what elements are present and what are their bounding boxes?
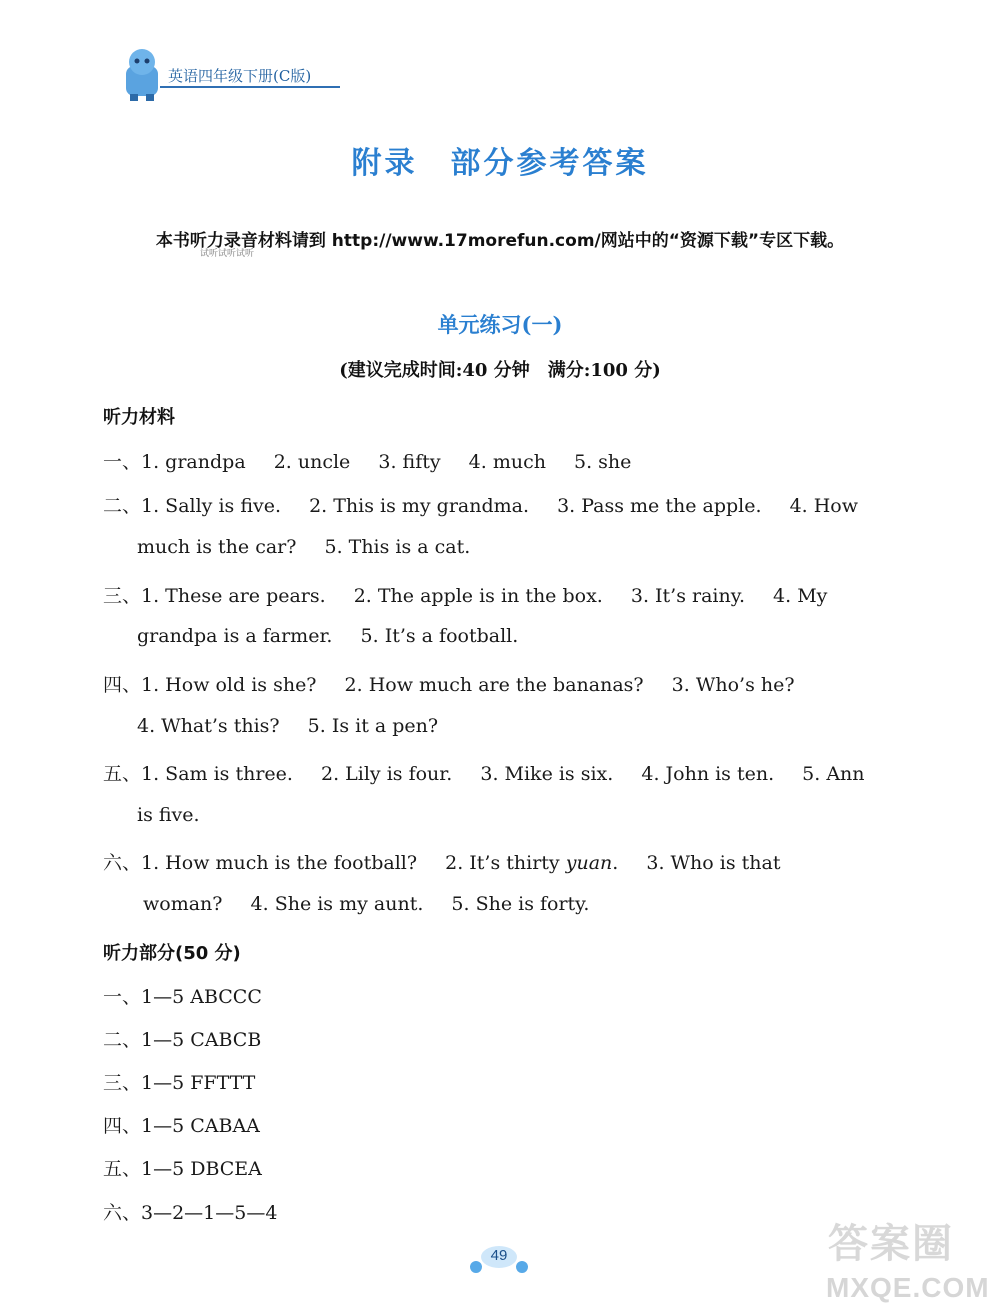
answer-line: 五、1—5 DBCEA bbox=[103, 1158, 262, 1180]
list-item: 5. she bbox=[574, 451, 632, 473]
listening-material-heading: 听力材料 bbox=[103, 407, 175, 428]
download-note: 本书听力录音材料请到 http://www.17morefun.com/网站中的“资源下载”专区下载。 bbox=[155, 231, 845, 251]
currency-word: yuan bbox=[565, 852, 613, 874]
page-number: 49 bbox=[490, 1247, 508, 1264]
listening-line bbox=[137, 804, 937, 826]
list-item: 3. It’s rainy. bbox=[630, 585, 745, 607]
answer-line: 二、1—5 CABCB bbox=[103, 1029, 262, 1051]
stamp-text: 试听试听试听 bbox=[200, 249, 255, 259]
list-item: woman? bbox=[143, 893, 223, 915]
listening-line bbox=[103, 670, 903, 697]
answer-line: 三、1—5 FFTTT bbox=[103, 1072, 256, 1094]
listening-line bbox=[103, 447, 903, 474]
list-item: 3. Mike is six. bbox=[480, 763, 614, 785]
punctuation: . bbox=[612, 852, 619, 874]
list-item: 3. Who’s he? bbox=[671, 674, 795, 696]
list-item: much is the car? bbox=[137, 536, 297, 558]
list-item: 3. Pass me the apple. bbox=[557, 495, 762, 517]
listening-line bbox=[103, 581, 903, 608]
watermark-top-text: 答案圈 bbox=[828, 1221, 954, 1267]
list-item: 1. Sam is three. bbox=[141, 763, 293, 785]
section-number: 二、 bbox=[103, 495, 142, 517]
list-item: grandpa is a farmer. bbox=[137, 625, 333, 647]
list-item: 5. This is a cat. bbox=[324, 536, 471, 558]
list-item: 2. How much are the bananas? bbox=[344, 674, 644, 696]
list-item: 5. Is it a pen? bbox=[307, 715, 439, 737]
list-item: 1. grandpa bbox=[141, 451, 246, 473]
list-item: 1. Sally is five. bbox=[141, 495, 282, 517]
list-item: 5. Ann bbox=[802, 763, 865, 785]
list-item: 1. These are pears. bbox=[141, 585, 326, 607]
cartoon-figure-icon bbox=[120, 46, 164, 102]
listening-line bbox=[137, 625, 937, 647]
section-number: 四、 bbox=[103, 674, 142, 696]
appendix-title: 附录 部分参考答案 bbox=[351, 146, 649, 181]
unit-title: 单元练习(一) bbox=[437, 312, 563, 337]
list-item: 4. She is my aunt. bbox=[250, 893, 424, 915]
listening-line bbox=[143, 893, 943, 915]
section-number: 五、 bbox=[103, 763, 142, 785]
page-number-badge bbox=[468, 1245, 530, 1275]
list-item: 2. uncle bbox=[273, 451, 351, 473]
site-watermark bbox=[820, 1212, 990, 1312]
list-item: 3. fifty bbox=[378, 451, 441, 473]
watermark-bottom-text: MXQE.COM bbox=[826, 1272, 990, 1303]
list-item: 2. The apple is in the box. bbox=[353, 585, 603, 607]
list-item: 2. It’s thirty bbox=[445, 852, 560, 874]
list-item: is five. bbox=[137, 804, 200, 826]
section-number: 六、 bbox=[103, 852, 142, 874]
listening-line bbox=[103, 491, 903, 518]
list-item: 4. John is ten. bbox=[641, 763, 775, 785]
list-item: 1. How much is the football? bbox=[141, 852, 418, 874]
listening-line bbox=[137, 536, 937, 558]
listening-line bbox=[103, 759, 903, 786]
list-item: 2. Lily is four. bbox=[320, 763, 453, 785]
listening-line bbox=[103, 848, 903, 875]
list-item: 4. How bbox=[789, 495, 859, 517]
list-item: 1. How old is she? bbox=[141, 674, 317, 696]
book-header-badge bbox=[112, 44, 352, 104]
list-item: 4. much bbox=[468, 451, 546, 473]
book-title: 英语四年级下册(C版) bbox=[160, 64, 340, 88]
list-item: 4. What’s this? bbox=[137, 715, 280, 737]
listening-answers-heading: 听力部分(50 分) bbox=[103, 943, 241, 964]
listening-line bbox=[137, 715, 937, 737]
answer-line: 六、3—2—1—5—4 bbox=[103, 1202, 278, 1224]
answer-line: 一、1—5 ABCCC bbox=[103, 986, 262, 1008]
list-item: 5. She is forty. bbox=[451, 893, 590, 915]
section-number: 三、 bbox=[103, 585, 142, 607]
unit-info: (建议完成时间:40 分钟 满分:100 分) bbox=[339, 360, 661, 381]
answer-line: 四、1—5 CABAA bbox=[103, 1115, 260, 1137]
list-item: 5. It’s a football. bbox=[360, 625, 519, 647]
list-item: 4. My bbox=[773, 585, 828, 607]
list-item: 3. Who is that bbox=[646, 852, 781, 874]
section-number: 一、 bbox=[103, 451, 142, 473]
list-item: 2. This is my grandma. bbox=[309, 495, 530, 517]
